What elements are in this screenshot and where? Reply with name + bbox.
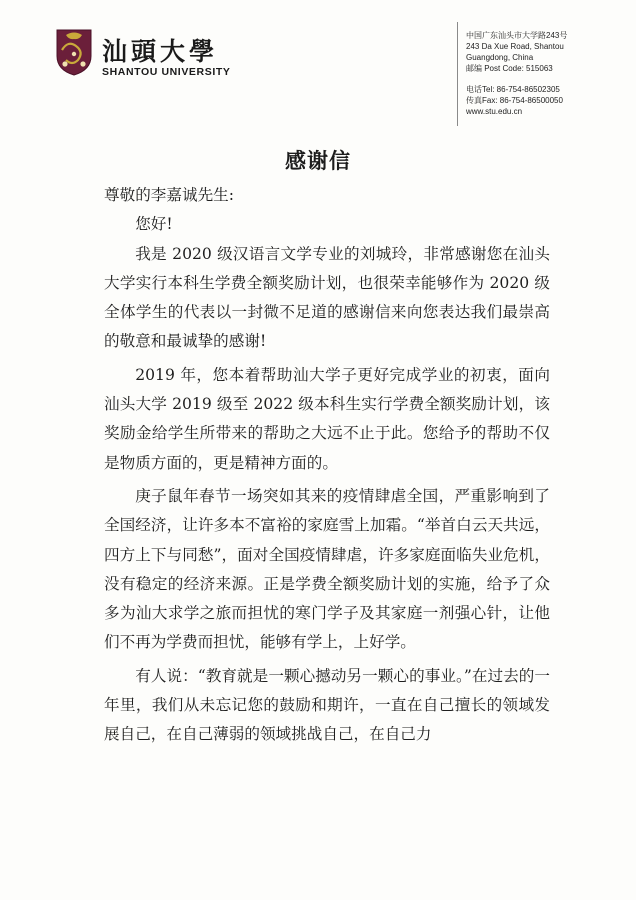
contact-block — [466, 30, 626, 117]
greeting: 您好! — [135, 215, 173, 234]
paragraph-3: 庚子鼠年春节一场突如其来的疫情肆虐全国，严重影响到了全国经济，让许多本不富裕的家庭雪上加霜。“举首白云天共远，四方上下与同愁”，面对全国疫情肆虐，许多家庭面临失业危机，没有稳定的经济来源。正是学费全额奖励计划的实施，给予了众多为汕大求学之旅而担忧的寒门学子及其家庭一剂强心针，让他们不再为学费而担忧，能够有学上，上好学。 — [104, 486, 550, 652]
university-logo — [54, 26, 231, 82]
salutation: 尊敬的李嘉诚先生: — [104, 186, 235, 204]
paragraph-2: 2019 年，您本着帮助汕大学子更好完成学业的初衷，面向汕头大学 2019 级至 2022 级本科生实行学费全额奖励计划，该奖励金给学生所带来的帮助之大远不止于此。您给予的帮助不仅是物质方面的，更是精神方面的。 — [104, 365, 550, 472]
university-name-cn: 汕頭大學 — [102, 37, 219, 66]
postcode: 邮编 Post Code: 515063 — [466, 64, 553, 73]
address-en-line1: 243 Da Xue Road, Shantou — [466, 42, 564, 51]
address-en-line2: Guangdong, China — [466, 53, 534, 62]
letterhead-divider — [457, 22, 458, 126]
university-name-en: SHANTOU UNIVERSITY — [102, 66, 231, 78]
university-seal-icon — [54, 26, 94, 76]
letter-title: 感谢信 — [285, 149, 351, 173]
letter-body — [104, 181, 550, 754]
address-cn: 中国广东汕头市大学路243号 — [466, 31, 568, 40]
fax: 传真Fax: 86-754-86500050 — [466, 96, 563, 105]
paragraph-4: 有人说：“教育就是一颗心撼动另一颗心的事业。”在过去的一年里，我们从未忘记您的鼓励和期许，一直在自己擅长的领域发展自己，在自己薄弱的领域挑战自己，在自己力 — [104, 666, 550, 744]
website-link[interactable]: www.stu.edu.cn — [466, 107, 523, 116]
paragraph-1: 我是 2020 级汉语言文学专业的刘城玲，非常感谢您在汕头大学实行本科生学费全额奖励计划，也很荣幸能够作为 2020 级全体学生的代表以一封微不足道的感谢信来向您表达我们最崇高的敬意和最诚挚的感谢! — [104, 244, 550, 351]
telephone: 电话Tel: 86-754-86502305 — [466, 85, 560, 94]
